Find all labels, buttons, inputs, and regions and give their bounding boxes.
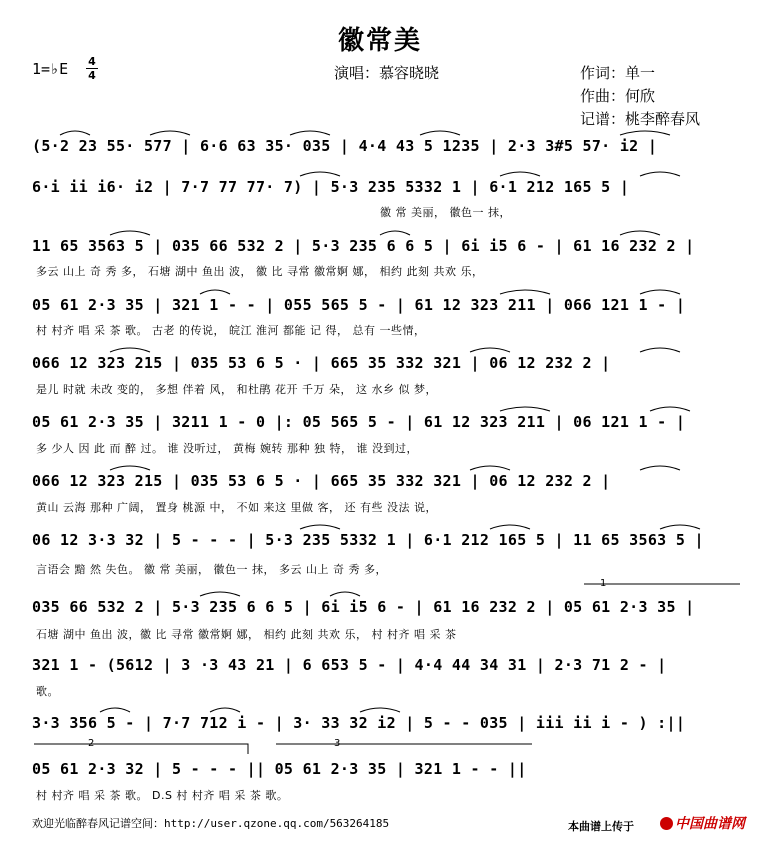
slur: [110, 348, 150, 352]
slur: [200, 290, 230, 294]
slur: [660, 525, 700, 529]
slur: [500, 407, 550, 411]
singer-credit: 演唱：慕容晓晓: [334, 64, 440, 82]
slur: [300, 525, 340, 529]
score-row-lyrics: 言语会 黯 然 失色。 徽 常 美丽， 徽色一 抹， 多云 山上 奇 秀 多，: [36, 563, 387, 576]
score-row-notes: 05 61 2·3 35 | 3211 1 - 0 |: 05 565 5 - | 61 12 323 211 | 06 121 1 - |: [32, 413, 686, 431]
slur: [420, 131, 460, 135]
slur: [360, 708, 400, 712]
slur: [300, 172, 340, 176]
score-row-notes: 06 12 3·3 32 | 5 - - - | 5·3 235 5332 1 | 6·1 212 165 5 | 11 65 3563 5 |: [32, 531, 704, 549]
slur: [640, 466, 680, 470]
score-row-lyrics: 是儿 时就 未改 变的， 多想 伴着 风， 和杜鹃 花开 千万 朵， 这 水乡 似 梦，: [36, 383, 437, 396]
slur: [490, 525, 530, 529]
upload-notice: 本曲谱上传于: [568, 820, 634, 833]
score-row-notes: 6·i ii i6· i2 | 7·7 77 77· 7) | 5·3 235 5332 1 | 6·1 212 165 5 |: [32, 178, 630, 196]
time-signature-top: 4: [88, 55, 96, 68]
slur: [640, 348, 680, 352]
slur: [330, 592, 360, 596]
slur: [290, 131, 330, 135]
logo-icon: [660, 817, 673, 830]
slur: [650, 407, 690, 411]
score-row-lyrics: 村 村齐 唱 采 茶 歌。 D.S 村 村齐 唱 采 茶 歌。: [36, 789, 289, 802]
slur: [500, 290, 550, 294]
score-row-lyrics: 多 少人 因 此 而 醉 过。 谁 没听过， 黄梅 婉转 那种 独 特， 谁 没到过，: [36, 442, 418, 455]
score-row-notes: 05 61 2·3 35 | 321 1 - - | 055 565 5 - | 61 12 323 211 | 066 121 1 - |: [32, 296, 686, 314]
logo-text: 中国曲谱网: [675, 816, 745, 832]
page-title: 徽常美: [337, 26, 422, 56]
key-signature: 1=♭E: [32, 60, 69, 78]
score-row-lyrics: 歌。: [36, 685, 59, 698]
score-row-lyrics: 村 村齐 唱 采 茶 歌。 古老 的传说， 皖江 淮河 都能 记 得， 总有 一些情，: [36, 324, 426, 337]
composer-credit: 作曲：何欣: [580, 87, 656, 105]
ending-label-3: 3: [334, 738, 341, 749]
score-row-lyrics: 多云 山上 奇 秀 多， 石塘 湖中 鱼出 波， 徽 比 寻常 徽常婀 娜， 相约 此刻 共欢 乐，: [36, 265, 484, 278]
score-row-lyrics: 徽 常 美丽， 徽色一 抹，: [380, 206, 511, 219]
ending-label-1: 1: [600, 578, 607, 589]
slur: [640, 290, 680, 294]
slur: [380, 231, 410, 235]
slur: [60, 131, 90, 135]
slur: [200, 592, 240, 596]
score-row-lyrics: 石塘 湖中 鱼出 波，徽 比 寻常 徽常婀 娜， 相约 此刻 共欢 乐， 村 村齐 唱 采 茶: [36, 628, 457, 641]
score-row-lyrics: 黄山 云海 那种 广阔， 置身 桃源 中， 不如 来这 里做 客， 还 有些 没法 说，: [36, 501, 437, 514]
slur: [100, 708, 130, 712]
score-row-notes: 3·3 356 5 - | 7·7 712 i - | 3· 33 32 i2 | 5 - - 035 | iii ii i - ) :||: [32, 714, 686, 732]
score-row-notes: 066 12 323 215 | 035 53 6 5 · | 665 35 332 321 | 06 12 232 2 |: [32, 354, 611, 372]
score-row-notes: 11 65 3563 5 | 035 66 532 2 | 5·3 235 6 6 5 | 6i i5 6 - | 61 16 232 2 |: [32, 237, 695, 255]
score-row-notes: 035 66 532 2 | 5·3 235 6 6 5 | 6i i5 6 - | 61 16 232 2 | 05 61 2·3 35 |: [32, 598, 695, 616]
volta-line-2: [34, 744, 248, 754]
score-row-notes: 066 12 323 215 | 035 53 6 5 · | 665 35 332 321 | 06 12 232 2 |: [32, 472, 611, 490]
site-logo: [660, 813, 745, 833]
score-row-notes: 321 1 - (5612 | 3 ·3 43 21 | 6 653 5 - | 4·4 44 34 31 | 2·3 71 2 - |: [32, 656, 667, 674]
slur: [640, 172, 680, 176]
score-row-notes: (5·2 23 55· 577 | 6·6 63 35· 035 | 4·4 43 5 1235 | 2·3 3#5 57· i2 |: [32, 137, 658, 155]
lyricist-credit: 作词：单一: [580, 64, 656, 82]
transcriber-credit: 记谱：桃李醉春风: [580, 110, 701, 128]
slur: [620, 231, 660, 235]
slur: [620, 131, 670, 135]
slur: [470, 466, 510, 470]
slur: [500, 172, 540, 176]
slur: [110, 466, 150, 470]
ending-label-2: 2: [88, 738, 95, 749]
time-signature-bottom: 4: [88, 69, 96, 82]
slur: [110, 231, 150, 235]
slur: [210, 708, 240, 712]
score-row-notes: 05 61 2·3 32 | 5 - - - || 05 61 2·3 35 | 321 1 - - ||: [32, 760, 527, 778]
slur: [470, 348, 510, 352]
footer-credit: 欢迎光临醉春风记谱空间：http://user.qzone.qq.com/563264185: [32, 817, 390, 830]
slur: [150, 131, 190, 135]
